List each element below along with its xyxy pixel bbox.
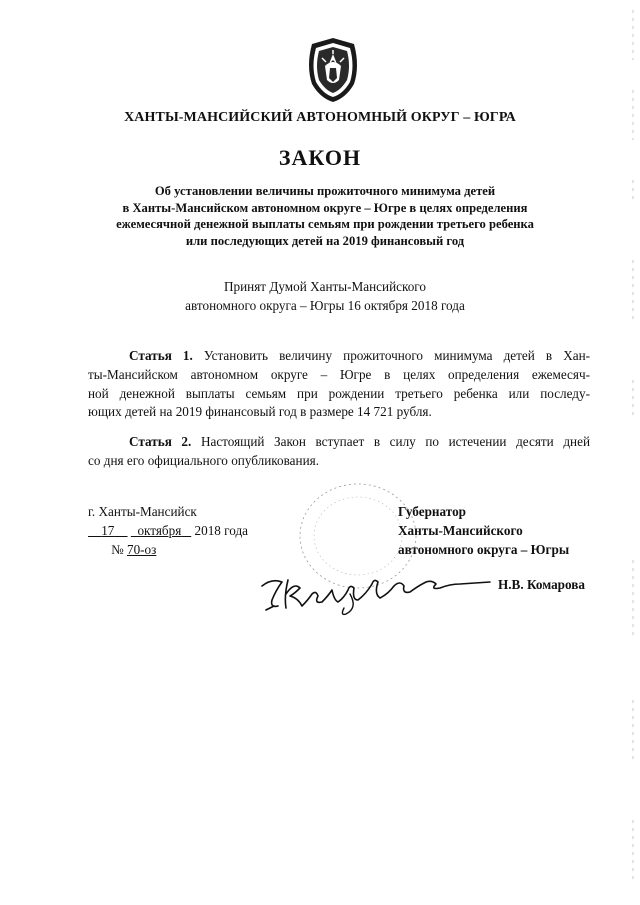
region-heading: ХАНТЫ-МАНСИЙСКИЙ АВТОНОМНЫЙ ОКРУГ – ЮГРА bbox=[124, 110, 516, 125]
scan-edge-marks bbox=[631, 0, 635, 905]
law-title-line: в Ханты-Мансийском автономном округе – Югре в целях определения bbox=[122, 200, 528, 215]
number-prefix: № bbox=[111, 542, 124, 557]
law-title-line: Об установлении величины прожиточного минимума детей bbox=[154, 184, 496, 198]
law-title-line: или последующих детей на 2019 финансовый год bbox=[185, 233, 465, 248]
article-1 bbox=[88, 347, 590, 422]
article-1-heading: Статья 1. bbox=[129, 348, 193, 363]
law-title bbox=[60, 183, 590, 249]
signing-day: 17 bbox=[101, 523, 115, 538]
adoption-line: автономного округа – Югры 16 октября 2018 года bbox=[185, 298, 465, 313]
signature-icon bbox=[254, 560, 494, 618]
governor-title-line: Губернатор bbox=[398, 504, 466, 519]
governor-title-line: Ханты-Мансийского bbox=[398, 523, 523, 538]
article-2-line: Настоящий Закон вступает в силу по истечении десяти дней bbox=[200, 434, 590, 449]
adoption-line: Принят Думой Ханты-Мансийского bbox=[224, 279, 426, 294]
city: г. Ханты-Мансийск bbox=[88, 504, 197, 519]
article-1-line: ющих детей на 2019 финансовый год в размере 14 721 рубля. bbox=[88, 404, 432, 420]
document-type-heading: ЗАКОН bbox=[278, 145, 362, 170]
law-title-line: ежемесячной денежной выплаты семьям при рождении третьего ребенка bbox=[116, 217, 534, 231]
signing-month: октября bbox=[137, 523, 182, 538]
place-date-number bbox=[88, 502, 288, 559]
article-1-line: Установить величину прожиточного минимума детей в Хан- bbox=[203, 348, 591, 363]
article-2-line: со дня его официального опубликования. bbox=[88, 452, 319, 468]
adoption-statement bbox=[60, 277, 590, 315]
article-2-heading: Статья 2. bbox=[129, 434, 192, 449]
coat-of-arms-icon bbox=[304, 36, 362, 104]
governor-title-line: автономного округа – Югры bbox=[398, 542, 570, 557]
article-2 bbox=[88, 433, 590, 471]
law-number: 70-оз bbox=[126, 542, 157, 557]
article-1-line: ной денежной выплаты семьям при рождении третьего ребенка или последу- bbox=[88, 385, 590, 401]
governor-title bbox=[398, 502, 598, 559]
governor-name: Н.В. Комарова bbox=[498, 577, 585, 592]
article-1-line: ты-Мансийском автономном округе – Югре в целях определения ежемесяч- bbox=[88, 366, 590, 382]
signing-year: 2018 года bbox=[194, 523, 249, 538]
